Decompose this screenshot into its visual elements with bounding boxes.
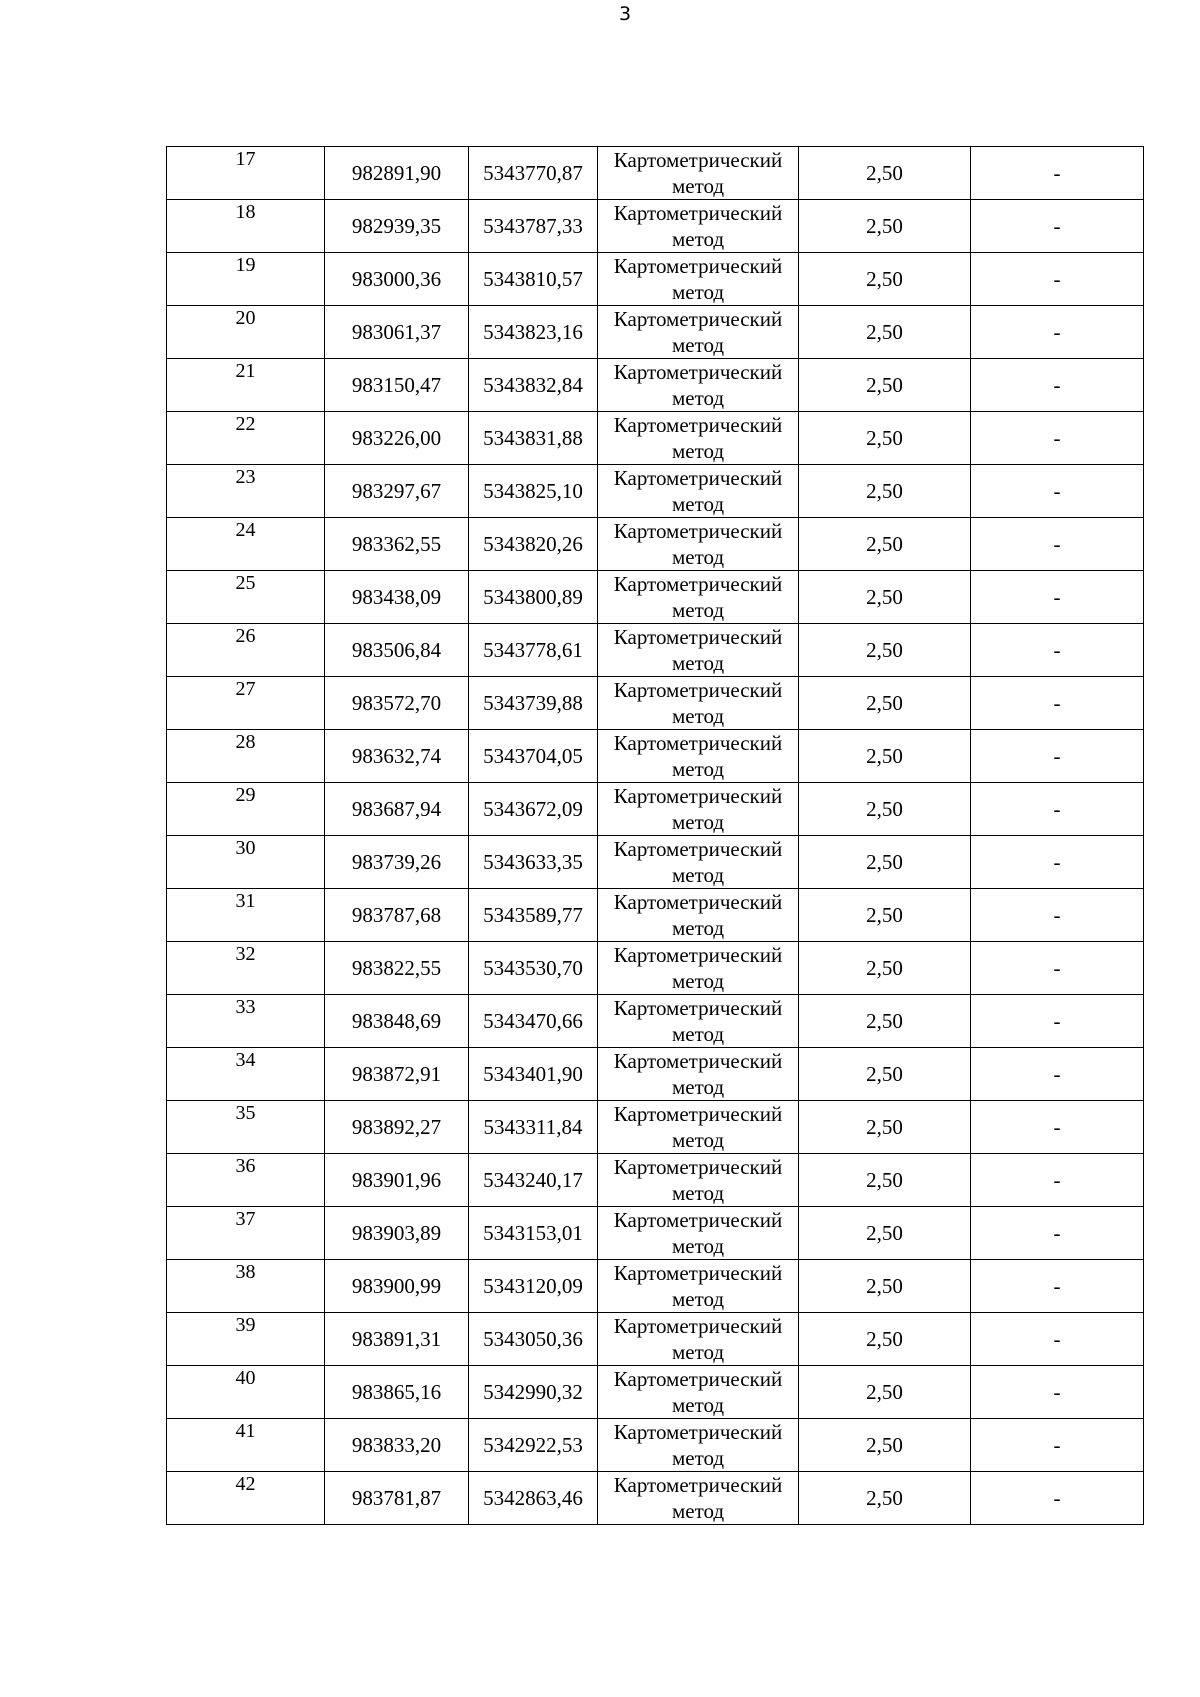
point-number-cell: 19 <box>167 253 325 306</box>
method-line-2: метод <box>671 598 725 622</box>
table-row <box>167 1419 1144 1472</box>
point-number-cell: 39 <box>167 1313 325 1366</box>
description-cell: - <box>971 889 1144 942</box>
point-number-cell: 26 <box>167 624 325 677</box>
accuracy-cell: 2,50 <box>799 1207 971 1260</box>
description-cell: - <box>971 1101 1144 1154</box>
point-number-cell: 20 <box>167 306 325 359</box>
x-coordinate-cell: 983438,09 <box>325 571 469 624</box>
point-number-cell: 37 <box>167 1207 325 1260</box>
table-row <box>167 624 1144 677</box>
method-line-2: метод <box>671 916 725 940</box>
method-line-1: Картометрический <box>613 1367 783 1391</box>
accuracy-cell: 2,50 <box>799 412 971 465</box>
method-line-1: Картометрический <box>613 307 783 331</box>
method-cell <box>598 783 799 836</box>
method-line-2: метод <box>671 545 725 569</box>
method-line-1: Картометрический <box>613 254 783 278</box>
y-coordinate-cell: 5343800,89 <box>469 571 598 624</box>
method-line-2: метод <box>671 1022 725 1046</box>
method-line-2: метод <box>671 969 725 993</box>
x-coordinate-cell: 983506,84 <box>325 624 469 677</box>
y-coordinate-cell: 5343050,36 <box>469 1313 598 1366</box>
accuracy-cell: 2,50 <box>799 783 971 836</box>
method-cell <box>598 624 799 677</box>
accuracy-cell: 2,50 <box>799 253 971 306</box>
point-number-cell: 25 <box>167 571 325 624</box>
table-row <box>167 359 1144 412</box>
description-cell: - <box>971 942 1144 995</box>
table-row <box>167 1101 1144 1154</box>
method-line-1: Картометрический <box>613 1049 783 1073</box>
description-cell: - <box>971 995 1144 1048</box>
y-coordinate-cell: 5343778,61 <box>469 624 598 677</box>
description-cell: - <box>971 306 1144 359</box>
accuracy-cell: 2,50 <box>799 359 971 412</box>
table-row <box>167 571 1144 624</box>
table-row <box>167 942 1144 995</box>
x-coordinate-cell: 983787,68 <box>325 889 469 942</box>
y-coordinate-cell: 5342990,32 <box>469 1366 598 1419</box>
method-line-1: Картометрический <box>613 837 783 861</box>
x-coordinate-cell: 983781,87 <box>325 1472 469 1525</box>
y-coordinate-cell: 5343820,26 <box>469 518 598 571</box>
method-line-1: Картометрический <box>613 360 783 384</box>
description-cell: - <box>971 1472 1144 1525</box>
method-line-1: Картометрический <box>613 1314 783 1338</box>
point-number-cell: 24 <box>167 518 325 571</box>
method-cell <box>598 889 799 942</box>
method-cell <box>598 942 799 995</box>
table-row <box>167 306 1144 359</box>
point-number-cell: 31 <box>167 889 325 942</box>
accuracy-cell: 2,50 <box>799 465 971 518</box>
accuracy-cell: 2,50 <box>799 1366 971 1419</box>
description-cell: - <box>971 1154 1144 1207</box>
method-line-2: метод <box>671 1128 725 1152</box>
method-line-2: метод <box>671 1499 725 1523</box>
method-line-2: метод <box>671 280 725 304</box>
y-coordinate-cell: 5343120,09 <box>469 1260 598 1313</box>
y-coordinate-cell: 5343787,33 <box>469 200 598 253</box>
x-coordinate-cell: 983150,47 <box>325 359 469 412</box>
description-cell: - <box>971 200 1144 253</box>
description-cell: - <box>971 783 1144 836</box>
method-cell <box>598 1419 799 1472</box>
method-line-2: метод <box>671 1446 725 1470</box>
x-coordinate-cell: 983892,27 <box>325 1101 469 1154</box>
method-cell <box>598 1154 799 1207</box>
accuracy-cell: 2,50 <box>799 571 971 624</box>
accuracy-cell: 2,50 <box>799 200 971 253</box>
method-cell <box>598 677 799 730</box>
y-coordinate-cell: 5343672,09 <box>469 783 598 836</box>
description-cell: - <box>971 1048 1144 1101</box>
table-row <box>167 465 1144 518</box>
description-cell: - <box>971 147 1144 200</box>
accuracy-cell: 2,50 <box>799 624 971 677</box>
y-coordinate-cell: 5343311,84 <box>469 1101 598 1154</box>
accuracy-cell: 2,50 <box>799 889 971 942</box>
point-number-cell: 27 <box>167 677 325 730</box>
point-number-cell: 34 <box>167 1048 325 1101</box>
x-coordinate-cell: 983000,36 <box>325 253 469 306</box>
table-row <box>167 1207 1144 1260</box>
accuracy-cell: 2,50 <box>799 942 971 995</box>
x-coordinate-cell: 983687,94 <box>325 783 469 836</box>
method-cell <box>598 1366 799 1419</box>
method-cell <box>598 1101 799 1154</box>
description-cell: - <box>971 836 1144 889</box>
method-cell <box>598 359 799 412</box>
method-line-2: метод <box>671 333 725 357</box>
description-cell: - <box>971 1419 1144 1472</box>
table-row <box>167 1154 1144 1207</box>
y-coordinate-cell: 5343810,57 <box>469 253 598 306</box>
method-line-2: метод <box>671 1287 725 1311</box>
description-cell: - <box>971 412 1144 465</box>
method-line-2: метод <box>671 439 725 463</box>
method-cell <box>598 1207 799 1260</box>
x-coordinate-cell: 983848,69 <box>325 995 469 1048</box>
point-number-cell: 18 <box>167 200 325 253</box>
x-coordinate-cell: 983872,91 <box>325 1048 469 1101</box>
point-number-cell: 17 <box>167 147 325 200</box>
description-cell: - <box>971 465 1144 518</box>
x-coordinate-cell: 983865,16 <box>325 1366 469 1419</box>
table-row <box>167 995 1144 1048</box>
y-coordinate-cell: 5343832,84 <box>469 359 598 412</box>
method-line-1: Картометрический <box>613 678 783 702</box>
method-cell <box>598 306 799 359</box>
method-cell <box>598 147 799 200</box>
method-line-1: Картометрический <box>613 996 783 1020</box>
y-coordinate-cell: 5343633,35 <box>469 836 598 889</box>
x-coordinate-cell: 982891,90 <box>325 147 469 200</box>
method-cell <box>598 518 799 571</box>
table-row <box>167 1048 1144 1101</box>
table-row <box>167 730 1144 783</box>
method-line-2: метод <box>671 174 725 198</box>
description-cell: - <box>971 1313 1144 1366</box>
point-number-cell: 32 <box>167 942 325 995</box>
x-coordinate-cell: 983632,74 <box>325 730 469 783</box>
method-line-1: Картометрический <box>613 1420 783 1444</box>
coordinates-table <box>166 146 1144 1525</box>
description-cell: - <box>971 1260 1144 1313</box>
method-line-2: метод <box>671 1234 725 1258</box>
method-cell <box>598 1472 799 1525</box>
method-cell <box>598 836 799 889</box>
accuracy-cell: 2,50 <box>799 1048 971 1101</box>
description-cell: - <box>971 1366 1144 1419</box>
point-number-cell: 36 <box>167 1154 325 1207</box>
method-line-1: Картометрический <box>613 572 783 596</box>
method-line-1: Картометрический <box>613 943 783 967</box>
description-cell: - <box>971 730 1144 783</box>
method-line-1: Картометрический <box>613 148 783 172</box>
y-coordinate-cell: 5342863,46 <box>469 1472 598 1525</box>
accuracy-cell: 2,50 <box>799 1472 971 1525</box>
y-coordinate-cell: 5343589,77 <box>469 889 598 942</box>
method-line-1: Картометрический <box>613 731 783 755</box>
table-row <box>167 412 1144 465</box>
point-number-cell: 40 <box>167 1366 325 1419</box>
x-coordinate-cell: 983891,31 <box>325 1313 469 1366</box>
y-coordinate-cell: 5343153,01 <box>469 1207 598 1260</box>
accuracy-cell: 2,50 <box>799 306 971 359</box>
accuracy-cell: 2,50 <box>799 1101 971 1154</box>
point-number-cell: 42 <box>167 1472 325 1525</box>
y-coordinate-cell: 5343739,88 <box>469 677 598 730</box>
method-line-1: Картометрический <box>613 413 783 437</box>
table-row <box>167 889 1144 942</box>
description-cell: - <box>971 359 1144 412</box>
description-cell: - <box>971 624 1144 677</box>
point-number-cell: 35 <box>167 1101 325 1154</box>
point-number-cell: 30 <box>167 836 325 889</box>
method-line-2: метод <box>671 227 725 251</box>
description-cell: - <box>971 253 1144 306</box>
accuracy-cell: 2,50 <box>799 995 971 1048</box>
accuracy-cell: 2,50 <box>799 147 971 200</box>
accuracy-cell: 2,50 <box>799 518 971 571</box>
description-cell: - <box>971 1207 1144 1260</box>
method-cell <box>598 1260 799 1313</box>
table-row <box>167 1260 1144 1313</box>
y-coordinate-cell: 5343401,90 <box>469 1048 598 1101</box>
y-coordinate-cell: 5343770,87 <box>469 147 598 200</box>
method-line-2: метод <box>671 863 725 887</box>
table-row <box>167 677 1144 730</box>
point-number-cell: 38 <box>167 1260 325 1313</box>
table-row <box>167 253 1144 306</box>
table-row <box>167 518 1144 571</box>
coordinates-table-body <box>167 147 1144 1525</box>
accuracy-cell: 2,50 <box>799 1260 971 1313</box>
y-coordinate-cell: 5343240,17 <box>469 1154 598 1207</box>
x-coordinate-cell: 983226,00 <box>325 412 469 465</box>
method-line-1: Картометрический <box>613 1473 783 1497</box>
method-line-1: Картометрический <box>613 1155 783 1179</box>
method-line-1: Картометрический <box>613 625 783 649</box>
point-number-cell: 29 <box>167 783 325 836</box>
table-row <box>167 147 1144 200</box>
x-coordinate-cell: 983822,55 <box>325 942 469 995</box>
x-coordinate-cell: 983061,37 <box>325 306 469 359</box>
method-line-1: Картометрический <box>613 1261 783 1285</box>
method-cell <box>598 412 799 465</box>
x-coordinate-cell: 983362,55 <box>325 518 469 571</box>
accuracy-cell: 2,50 <box>799 1313 971 1366</box>
method-line-1: Картометрический <box>613 201 783 225</box>
y-coordinate-cell: 5343831,88 <box>469 412 598 465</box>
method-line-2: метод <box>671 810 725 834</box>
x-coordinate-cell: 983297,67 <box>325 465 469 518</box>
method-line-2: метод <box>671 1340 725 1364</box>
method-line-2: метод <box>671 492 725 516</box>
method-line-2: метод <box>671 1075 725 1099</box>
method-line-2: метод <box>671 386 725 410</box>
description-cell: - <box>971 571 1144 624</box>
point-number-cell: 28 <box>167 730 325 783</box>
accuracy-cell: 2,50 <box>799 836 971 889</box>
y-coordinate-cell: 5343704,05 <box>469 730 598 783</box>
method-line-1: Картометрический <box>613 890 783 914</box>
x-coordinate-cell: 983833,20 <box>325 1419 469 1472</box>
description-cell: - <box>971 677 1144 730</box>
method-cell <box>598 200 799 253</box>
point-number-cell: 21 <box>167 359 325 412</box>
table-row <box>167 783 1144 836</box>
table-row <box>167 1472 1144 1525</box>
x-coordinate-cell: 982939,35 <box>325 200 469 253</box>
method-line-2: метод <box>671 1181 725 1205</box>
method-cell <box>598 571 799 624</box>
x-coordinate-cell: 983901,96 <box>325 1154 469 1207</box>
accuracy-cell: 2,50 <box>799 677 971 730</box>
method-line-1: Картометрический <box>613 519 783 543</box>
accuracy-cell: 2,50 <box>799 1154 971 1207</box>
y-coordinate-cell: 5343530,70 <box>469 942 598 995</box>
y-coordinate-cell: 5343825,10 <box>469 465 598 518</box>
table-row <box>167 200 1144 253</box>
table-row <box>167 1366 1144 1419</box>
page-number: 3 <box>618 3 632 25</box>
method-cell <box>598 1313 799 1366</box>
method-line-1: Картометрический <box>613 1102 783 1126</box>
method-line-1: Картометрический <box>613 1208 783 1232</box>
method-line-1: Картометрический <box>613 466 783 490</box>
method-line-2: метод <box>671 651 725 675</box>
x-coordinate-cell: 983900,99 <box>325 1260 469 1313</box>
method-cell <box>598 995 799 1048</box>
accuracy-cell: 2,50 <box>799 730 971 783</box>
x-coordinate-cell: 983903,89 <box>325 1207 469 1260</box>
x-coordinate-cell: 983572,70 <box>325 677 469 730</box>
method-line-2: метод <box>671 704 725 728</box>
y-coordinate-cell: 5342922,53 <box>469 1419 598 1472</box>
accuracy-cell: 2,50 <box>799 1419 971 1472</box>
point-number-cell: 33 <box>167 995 325 1048</box>
table-row <box>167 1313 1144 1366</box>
y-coordinate-cell: 5343823,16 <box>469 306 598 359</box>
point-number-cell: 41 <box>167 1419 325 1472</box>
method-cell <box>598 465 799 518</box>
method-line-2: метод <box>671 1393 725 1417</box>
method-cell <box>598 253 799 306</box>
point-number-cell: 23 <box>167 465 325 518</box>
y-coordinate-cell: 5343470,66 <box>469 995 598 1048</box>
x-coordinate-cell: 983739,26 <box>325 836 469 889</box>
description-cell: - <box>971 518 1144 571</box>
method-cell <box>598 730 799 783</box>
method-line-2: метод <box>671 757 725 781</box>
point-number-cell: 22 <box>167 412 325 465</box>
method-cell <box>598 1048 799 1101</box>
method-line-1: Картометрический <box>613 784 783 808</box>
table-row <box>167 836 1144 889</box>
